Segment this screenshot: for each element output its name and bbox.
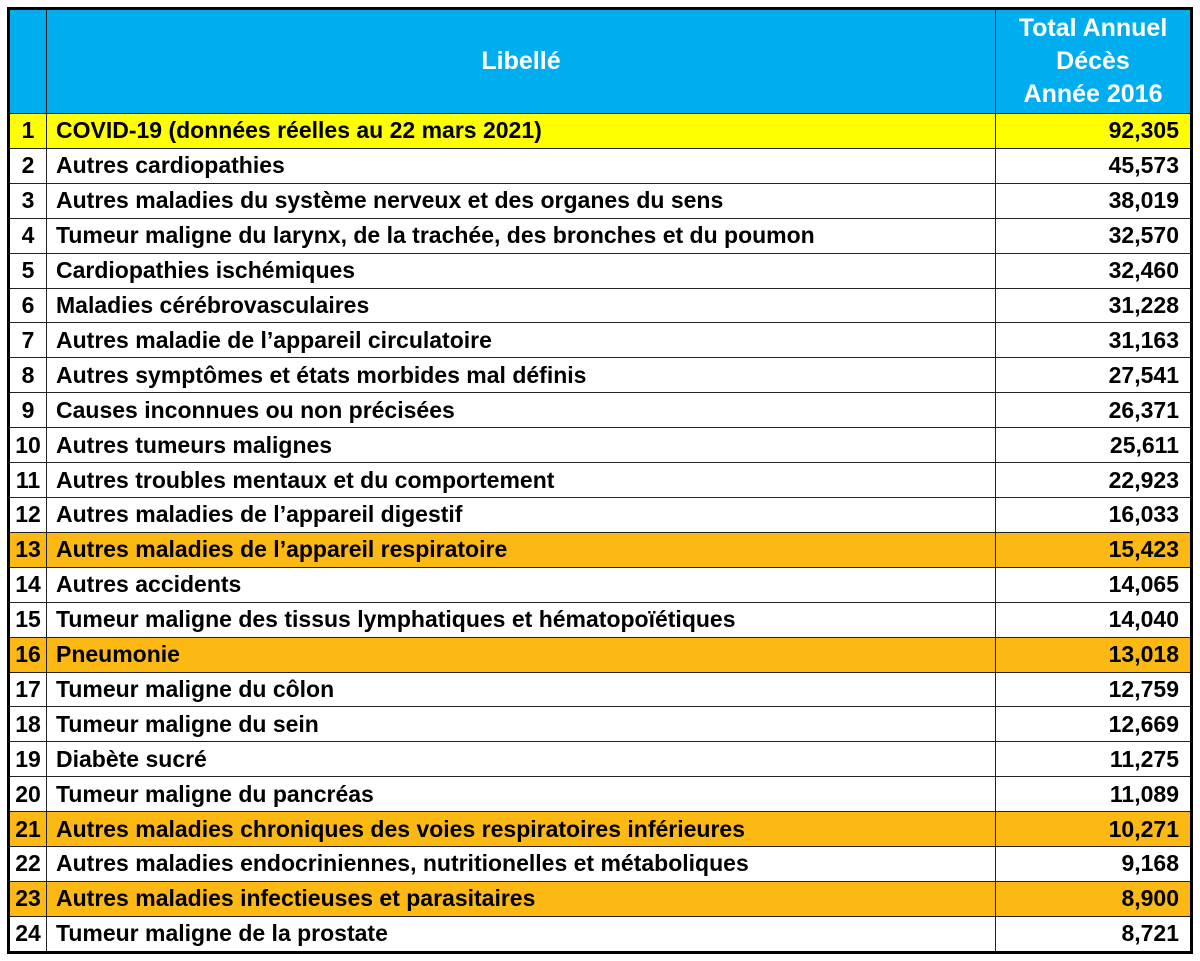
label-cell: Autres maladies chroniques des voies respiratoires inférieures	[47, 812, 996, 847]
value-cell: 31,228	[996, 288, 1192, 323]
rank-cell: 8	[9, 358, 47, 393]
value-cell: 8,900	[996, 881, 1192, 916]
table-row	[9, 812, 1192, 847]
label-cell: COVID-19 (données réelles au 22 mars 2021)	[47, 114, 996, 149]
rank-column-header	[9, 9, 47, 114]
rank-cell: 18	[9, 707, 47, 742]
table-row	[9, 323, 1192, 358]
rank-cell: 14	[9, 567, 47, 602]
table-row	[9, 742, 1192, 777]
rank-cell: 20	[9, 777, 47, 812]
table-row	[9, 183, 1192, 218]
value-cell: 31,163	[996, 323, 1192, 358]
value-cell: 11,089	[996, 777, 1192, 812]
label-cell: Tumeur maligne de la prostate	[47, 916, 996, 952]
rank-cell: 5	[9, 253, 47, 288]
label-cell: Autres maladies de l’appareil digestif	[47, 497, 996, 532]
rank-cell: 17	[9, 672, 47, 707]
label-cell: Autres maladies endocriniennes, nutritionelles et métaboliques	[47, 847, 996, 882]
value-column-header	[996, 9, 1192, 114]
label-cell: Autres maladies du système nerveux et des organes du sens	[47, 183, 996, 218]
value-cell: 14,065	[996, 567, 1192, 602]
table-row	[9, 602, 1192, 637]
label-cell: Tumeur maligne du côlon	[47, 672, 996, 707]
label-cell: Pneumonie	[47, 637, 996, 672]
value-header-line1: Total Annuel	[1018, 14, 1168, 42]
rank-cell: 3	[9, 183, 47, 218]
value-cell: 11,275	[996, 742, 1192, 777]
value-cell: 15,423	[996, 532, 1192, 567]
rank-cell: 7	[9, 323, 47, 358]
rank-cell: 2	[9, 148, 47, 183]
label-cell: Tumeur maligne du pancréas	[47, 777, 996, 812]
rank-cell: 23	[9, 881, 47, 916]
label-cell: Autres maladies infectieuses et parasitaires	[47, 881, 996, 916]
label-cell: Maladies cérébrovasculaires	[47, 288, 996, 323]
value-cell: 25,611	[996, 428, 1192, 463]
value-cell: 13,018	[996, 637, 1192, 672]
table-row	[9, 707, 1192, 742]
table-row	[9, 463, 1192, 498]
table-row	[9, 218, 1192, 253]
label-cell: Autres maladies de l’appareil respiratoire	[47, 532, 996, 567]
rank-cell: 24	[9, 916, 47, 952]
label-cell: Tumeur maligne du sein	[47, 707, 996, 742]
table-row	[9, 916, 1192, 952]
label-cell: Cardiopathies ischémiques	[47, 253, 996, 288]
table-header	[9, 9, 1192, 114]
rank-cell: 12	[9, 497, 47, 532]
label-cell: Autres cardiopathies	[47, 148, 996, 183]
value-cell: 14,040	[996, 602, 1192, 637]
label-cell: Autres tumeurs malignes	[47, 428, 996, 463]
value-cell: 26,371	[996, 393, 1192, 428]
label-cell: Autres maladie de l’appareil circulatoire	[47, 323, 996, 358]
table-row	[9, 393, 1192, 428]
value-cell: 38,019	[996, 183, 1192, 218]
table-row	[9, 567, 1192, 602]
rank-cell: 1	[9, 114, 47, 149]
label-cell: Autres troubles mentaux et du comportement	[47, 463, 996, 498]
table-row	[9, 847, 1192, 882]
value-cell: 32,460	[996, 253, 1192, 288]
rank-cell: 15	[9, 602, 47, 637]
table-row	[9, 672, 1192, 707]
label-cell: Causes inconnues ou non précisées	[47, 393, 996, 428]
table-row	[9, 532, 1192, 567]
rank-cell: 16	[9, 637, 47, 672]
table-row	[9, 253, 1192, 288]
rank-cell: 21	[9, 812, 47, 847]
table-row	[9, 148, 1192, 183]
table-row	[9, 777, 1192, 812]
value-cell: 10,271	[996, 812, 1192, 847]
value-cell: 9,168	[996, 847, 1192, 882]
rank-cell: 9	[9, 393, 47, 428]
value-cell: 92,305	[996, 114, 1192, 149]
value-cell: 22,923	[996, 463, 1192, 498]
rank-cell: 6	[9, 288, 47, 323]
table-row	[9, 114, 1192, 149]
table-body	[9, 114, 1192, 953]
table-row	[9, 881, 1192, 916]
label-cell: Autres accidents	[47, 567, 996, 602]
rank-cell: 22	[9, 847, 47, 882]
value-cell: 8,721	[996, 916, 1192, 952]
value-cell: 45,573	[996, 148, 1192, 183]
label-column-header: Libellé	[47, 9, 996, 114]
rank-cell: 4	[9, 218, 47, 253]
death-causes-table	[7, 7, 1193, 954]
table-row	[9, 358, 1192, 393]
value-cell: 32,570	[996, 218, 1192, 253]
label-cell: Autres symptômes et états morbides mal définis	[47, 358, 996, 393]
value-cell: 16,033	[996, 497, 1192, 532]
value-header-line2: Décès	[1056, 47, 1130, 75]
value-header-line3: Année 2016	[1023, 80, 1163, 108]
label-cell: Tumeur maligne des tissus lymphatiques et hématopoïétiques	[47, 602, 996, 637]
table-row	[9, 428, 1192, 463]
value-cell: 12,669	[996, 707, 1192, 742]
table-row	[9, 288, 1192, 323]
label-cell: Diabète sucré	[47, 742, 996, 777]
rank-cell: 19	[9, 742, 47, 777]
header-row	[9, 9, 1192, 114]
rank-cell: 11	[9, 463, 47, 498]
label-cell: Tumeur maligne du larynx, de la trachée, des bronches et du poumon	[47, 218, 996, 253]
rank-cell: 10	[9, 428, 47, 463]
table-row	[9, 637, 1192, 672]
table-row	[9, 497, 1192, 532]
rank-cell: 13	[9, 532, 47, 567]
value-cell: 27,541	[996, 358, 1192, 393]
value-cell: 12,759	[996, 672, 1192, 707]
